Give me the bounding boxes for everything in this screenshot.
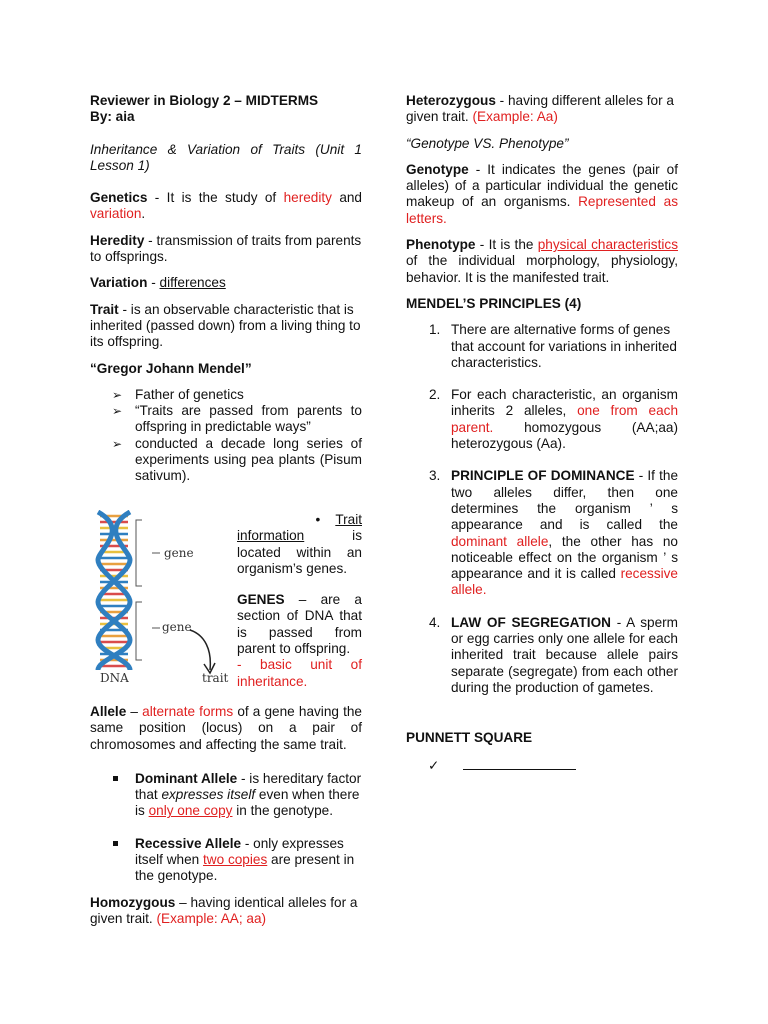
lesson-subtitle: Inheritance & Variation of Traits (Unit 1 Lesson 1) [90,141,362,173]
genetics-term: Genetics [90,190,148,206]
principle-dominance-term: PRINCIPLE OF DOMINANCE [451,468,635,484]
item-number: 1. [429,322,441,338]
trait-term: Trait [90,301,119,317]
dominant-italic: expresses itself [161,787,256,803]
variation-definition [90,275,362,291]
principle-4-text: - A sperm or egg carries only one allele for each inherited trait because allele pairs separate (segregate) from each other during the production of gametes. [451,614,678,695]
gene-label-1: gene [164,546,194,560]
mendel-bullets [90,387,362,485]
principles-list [406,322,678,696]
variation-keyword: variation [90,206,142,222]
heterozygous-text: - having different alleles for a given trait. [406,93,674,125]
list-item [90,387,362,403]
principles-heading: MENDEL’S PRINCIPLES (4) [406,295,582,311]
square-bullet-icon [113,776,118,781]
phenotype-text: - It is the [475,237,538,253]
genotype-letters: Represented as letters. [406,194,678,226]
recessive-allele-keyword: recessive allele. [451,566,678,598]
recessive-text: - only expresses itself when [135,835,344,868]
list-item [406,615,678,696]
trait-info-text [237,528,362,577]
bullet-text: conducted a decade long series of experiments using pea plants (Pisum sativum). [135,435,362,484]
checkmark-icon: ✓ [428,757,440,773]
physical-characteristics-keyword: physical characteristics [537,237,678,253]
item-number: 3. [429,468,441,484]
genotype-vs-phenotype: “Genotype VS. Phenotype” [406,135,569,151]
variation-underlined: differences [159,275,226,291]
arrow-bullet-icon: ➢ [112,436,123,451]
trait-info-line [237,512,362,528]
list-item [90,436,362,485]
dna-label: DNA [100,671,129,685]
genotype-term: Genotype [406,161,469,177]
principle-3-text-2: , the other has no noticeable effect on the organism ’ s appearance and it is called [451,533,678,582]
dominant-allele-keyword: dominant allele [451,533,549,549]
list-item [406,322,678,371]
phenotype-term: Phenotype [406,237,476,253]
gene-label-2: gene [162,620,192,634]
doc-author: By: aia [90,109,135,125]
dominant-text-3: in the genotype. [232,803,334,819]
homozygous-text: – having identical alleles for a given trait. [90,894,358,926]
bullet-text: Father of genetics [135,386,244,402]
genes-text: – are a section of DNA that is passed from parent to offspring. [237,592,362,657]
homozygous-example: (Example: AA; aa) [156,910,267,926]
heredity-term: Heredity [90,232,145,248]
left-lower-column [90,704,362,927]
dominant-term: Dominant Allele [135,770,238,786]
list-item [406,468,678,598]
heterozygous-definition [406,93,678,126]
one-copy-keyword: only one copy [148,803,233,819]
phenotype-text-2: of the individual morphology, physiology, behavior. It is the manifested trait. [406,253,678,285]
recessive-text-2: are present in the genotype. [135,852,355,884]
two-copies-keyword: two copies [203,852,268,868]
alternate-forms-keyword: alternate forms [142,704,234,719]
allele-definition [90,704,362,753]
genetics-definition [90,190,362,223]
list-item [406,387,678,452]
blank-underline [463,757,576,770]
principle-2-text: For each characteristic, an organism inherits 2 alleles, [451,387,678,419]
allele-text: of a gene having the same position (locus) on a pair of chromosomes and affecting the same trait. [90,704,362,752]
doc-title: Reviewer in Biology 2 – MIDTERMS [90,93,319,108]
genetics-text: - It is the study of [147,190,284,206]
genes-definition [237,592,362,657]
genetics-text-end: . [141,206,146,222]
heredity-text: - transmission of traits from parents to offsprings. [90,232,362,265]
punnett-blank-line [406,757,678,774]
mendel-heading: “Gregor Johann Mendel” [90,360,252,376]
trait-label: trait [202,671,229,685]
dominant-text-2: even when there is [135,787,360,819]
allele-types-list [90,771,362,885]
figure-side-text [237,512,362,690]
arrow-bullet-icon: ➢ [112,404,123,419]
item-number: 4. [429,614,441,630]
heredity-definition [90,233,362,266]
homozygous-definition [90,895,362,928]
trait-definition [90,302,362,351]
punnett-heading: PUNNETT SQUARE [406,730,533,746]
list-item [90,836,362,885]
homozygous-term: Homozygous [90,894,176,910]
dominant-text: - is hereditary factor that [135,770,362,803]
trait-info-underlined: Trait [335,512,362,527]
principle-3-text: - If the two alleles differ, then one determines the organism ’ s appearance and is called the [451,468,679,533]
genotype-text: - It indicates the genes (pair of alleles) of a particular individual the genetic makeup of an organisms. [406,161,678,210]
allele-term: Allele [90,704,127,719]
genes-basic-unit: - basic unit of inheritance. [237,657,362,689]
allele-dash: – [126,704,143,719]
one-from-each-parent: one from each parent. [451,403,679,435]
arrow-bullet-icon: ➢ [112,387,123,402]
item-number: 2. [429,387,441,403]
variation-text: - [147,275,160,291]
information-underlined: information [237,528,305,544]
variation-term: Variation [90,275,148,291]
principle-2-text-2: homozygous (AA;aa) heterozygous (Aa). [451,419,678,452]
heredity-keyword: heredity [283,190,332,206]
trait-text: - is an observable characteristic that is inherited (passed down) from a living thing to its offspring. [90,301,361,350]
right-column [406,93,678,774]
recessive-term: Recessive Allele [135,835,242,851]
list-item [90,771,362,820]
bullet-text: “Traits are passed from parents to offspring in predictable ways” [135,403,362,435]
law-segregation-term: LAW OF SEGREGATION [451,614,611,630]
genes-term: GENES [237,592,285,608]
dna-gene-trait-figure [90,510,234,688]
square-bullet-icon [113,841,118,846]
principle-1-text: There are alternative forms of genes that account for variations in inherited characteristics. [451,322,677,370]
left-column [90,93,362,485]
heterozygous-term: Heterozygous [406,93,496,108]
heterozygous-example: (Example: Aa) [472,109,558,125]
dna-helix-icon [90,510,234,688]
genotype-definition [406,162,678,227]
genetics-text-and: and [331,190,362,206]
phenotype-definition [406,237,678,286]
list-item [90,403,362,436]
trait-info-rest: is located within an organism’s genes. [237,528,362,576]
round-bullet-icon: • [315,512,321,527]
